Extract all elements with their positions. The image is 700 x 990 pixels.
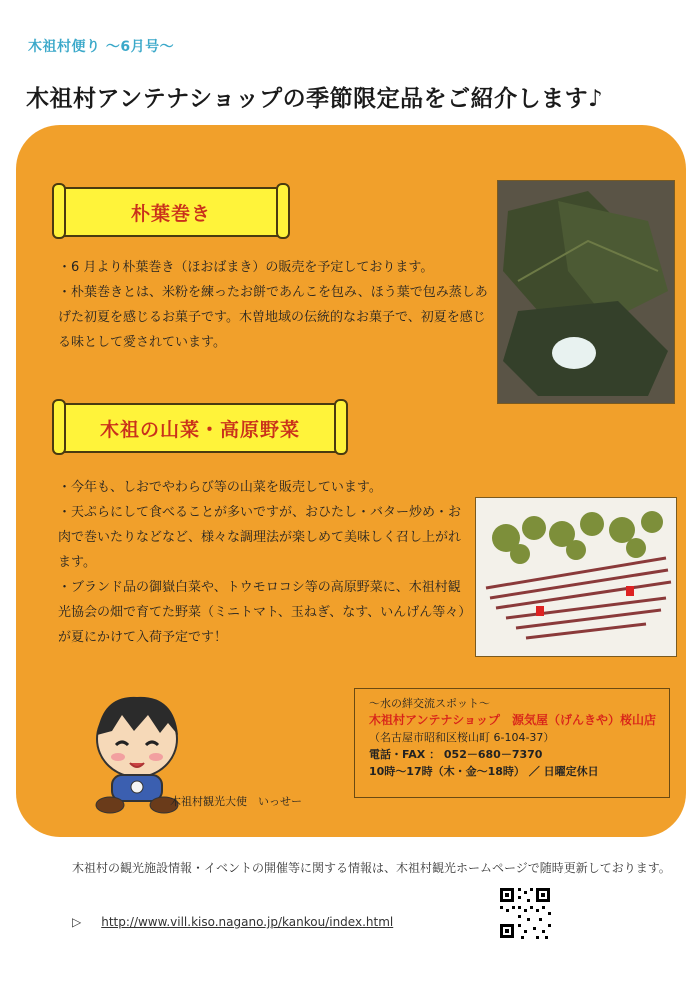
section1-text [58,255,488,355]
issue-label: 木祖村便り ～6月号～ [28,39,175,55]
section1-banner [62,187,280,237]
arrow-icon: ▷ [72,915,82,929]
shop-name: 木祖村アンテナショップ 源気屋（げんきや）桜山店 [369,713,657,727]
mountain-vegetables-photo [475,497,677,657]
url-row [72,915,393,929]
section1-bullet: ・6 月より朴葉巻き（ほおばまき）の販売を予定しております。 [58,260,434,275]
hoobamaki-photo [497,180,675,404]
shop-address: （名古屋市昭和区桜山町 6-104-37） [369,731,555,744]
section2-heading: 木祖の山菜・高原野菜 [99,418,300,441]
shop-phone: 電話・FAX ： 052－680－7370 [369,748,543,761]
mascot-caption: 木祖村観光大使 いっせー [170,795,302,808]
homepage-link[interactable]: http://www.vill.kiso.nagano.jp/kankou/index.html [101,915,394,929]
footer-text: 木祖村の観光施設情報・イベントの開催等に関する情報は、木祖村観光ホームページで随時更新しております。 [72,861,671,875]
shop-tagline: ～水の絆交流スポット～ [369,697,490,710]
section2-bullet: ・今年も、しおでやわらび等の山菜を販売しています。 [58,480,382,495]
section2-bullet: ・天ぷらにして食べることが多いですが、おひたし・バター炒め・お肉で巻いたりなどなど、様々な調理法が楽しめて美味しく召し上がれます。 [58,505,462,570]
qr-code [498,886,552,940]
section1-heading: 朴葉巻き [130,202,211,225]
shop-info-box [354,688,670,798]
section2-banner [62,403,338,453]
section1-bullet: ・朴葉巻きとは、米粉を練ったお餅であんこを包み、ほう葉で包み蒸しあげた初夏を感じるお菓子です。木曽地域の伝統的なお菓子で、初夏を感じる味として愛されています。 [58,285,488,350]
page-title: 木祖村アンテナショップの季節限定品をご紹介します♪ [26,86,604,112]
section2-bullet: ・ブランド品の御嶽白菜や、トウモロコシ等の高原野菜に、木祖村観光協会の畑で育てた野菜（ミニトマト、玉ねぎ、なす、いんげん等々）が夏にかけて入荷予定です！ [58,580,465,645]
content-panel [16,125,686,837]
shop-hours: 10時～17時（木・金～18時） ／ 日曜定休日 [369,765,599,778]
section2-text [58,475,468,650]
